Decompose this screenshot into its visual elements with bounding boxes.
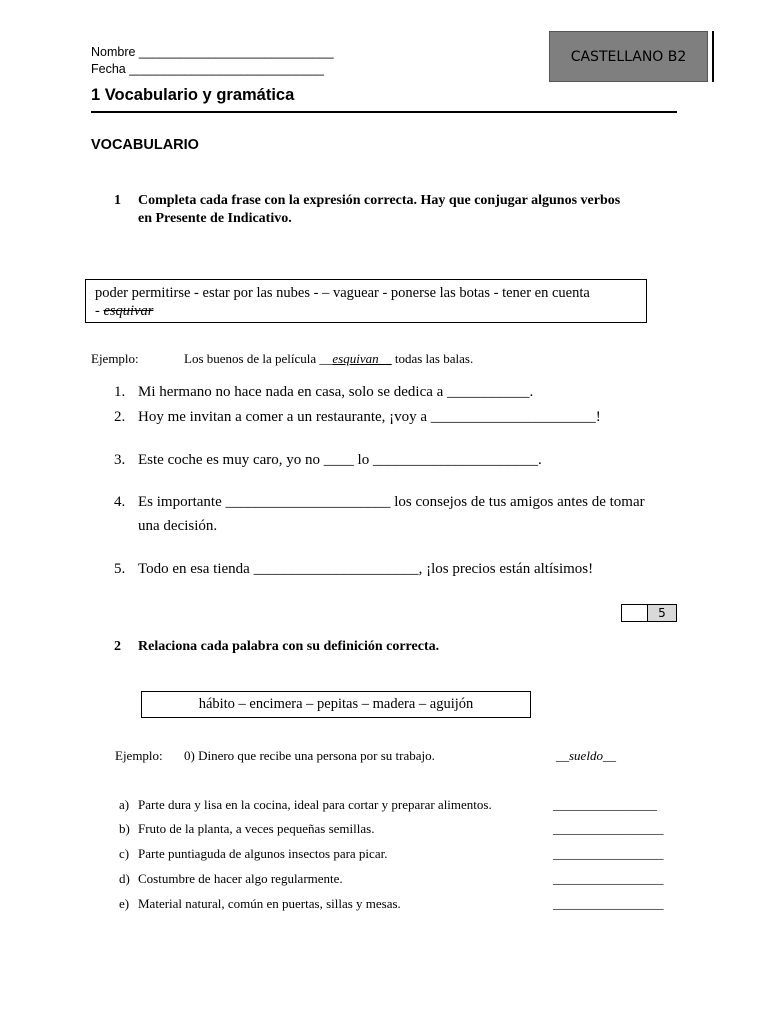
ex1-item-text: Todo en esa tienda ______________________, ¡los precios están altísimos! [138, 561, 594, 577]
ex2-example-answer: __sueldo__ [556, 748, 616, 763]
ex2-item-letter: e) [119, 896, 130, 911]
ex2-item-letter: d) [119, 871, 130, 886]
ex1-item-text: Mi hermano no hace nada en casa, solo se dedica a ___________. [138, 384, 534, 400]
ex2-item-definition: Parte dura y lisa en la cocina, ideal para cortar y preparar alimentos. [138, 797, 492, 812]
name-field-label: Nombre ____________________________ [91, 45, 334, 59]
ex1-item-number: 1. [114, 384, 126, 400]
ex1-item-number: 3. [114, 452, 126, 468]
ex1-score-box [621, 604, 677, 622]
score-input-cell[interactable] [622, 605, 648, 621]
ex1-item-text: Es importante ______________________ los consejos de tus amigos antes de tomar [138, 494, 645, 510]
course-badge-edge [712, 31, 714, 82]
ex2-item-definition: Material natural, común en puertas, sillas y mesas. [138, 896, 401, 911]
ex1-example-pre: Los buenos de la película __ [184, 351, 333, 366]
ex1-item-number: 5. [114, 561, 126, 577]
ex2-answer-blank[interactable]: _________________ [553, 821, 664, 836]
title-divider [91, 111, 677, 113]
ex2-example-label: Ejemplo: [115, 748, 163, 763]
ex1-instruction-line1: Completa cada frase con la expresión correcta. Hay que conjugar algunos verbos [138, 193, 621, 208]
word-bank-dash: - [95, 303, 104, 319]
date-field-label: Fecha ____________________________ [91, 62, 324, 76]
ex2-answer-blank[interactable]: _________________ [553, 846, 664, 861]
ex1-instruction-line2: en Presente de Indicativo. [138, 211, 292, 226]
score-max-points: 5 [648, 605, 676, 621]
word-bank-line2 [95, 302, 637, 320]
ex2-example-text: 0) Dinero que recibe una persona por su trabajo. [184, 748, 435, 763]
ex2-item-definition: Fruto de la planta, a veces pequeñas semillas. [138, 821, 375, 836]
ex1-example-answer: esquivan__ [332, 351, 392, 366]
ex1-item-number: 2. [114, 409, 126, 425]
ex2-word-bank: hábito – encimera – pepitas – madera – aguijón [141, 691, 531, 718]
ex1-word-bank [85, 279, 647, 323]
ex1-example-post: todas las balas. [391, 351, 474, 366]
ex1-item-text: Este coche es muy caro, yo no ____ lo ______________________. [138, 452, 542, 468]
ex1-item-text: Hoy me invitan a comer a un restaurante, ¡voy a ______________________! [138, 409, 601, 425]
ex2-answer-blank[interactable]: _________________ [553, 896, 664, 911]
ex2-number: 2 [114, 639, 121, 654]
ex2-answer-blank[interactable]: _________________ [553, 871, 664, 886]
ex2-item-definition: Costumbre de hacer algo regularmente. [138, 871, 343, 886]
ex2-item-letter: c) [119, 846, 130, 861]
unit-title: 1 Vocabulario y gramática [91, 86, 295, 104]
ex2-answer-blank[interactable]: ________________ [553, 797, 657, 812]
word-bank-struck-word: esquivar [103, 303, 154, 319]
section-heading: VOCABULARIO [91, 137, 199, 153]
ex1-number: 1 [114, 193, 121, 208]
ex1-item-text-cont: una decisión. [138, 518, 218, 534]
word-bank-line1: poder permitirse - estar por las nubes - – vaguear - ponerse las botas - tener en cuenta [95, 285, 590, 301]
ex1-item-number: 4. [114, 494, 126, 510]
ex1-example-label: Ejemplo: [91, 351, 139, 366]
ex2-item-letter: a) [119, 797, 130, 812]
ex1-example-sentence [184, 351, 473, 367]
ex2-instruction: Relaciona cada palabra con su definición correcta. [138, 639, 440, 654]
ex2-item-definition: Parte puntiaguda de algunos insectos para picar. [138, 846, 388, 861]
ex2-item-letter: b) [119, 821, 130, 836]
course-badge: CASTELLANO B2 [549, 31, 708, 82]
